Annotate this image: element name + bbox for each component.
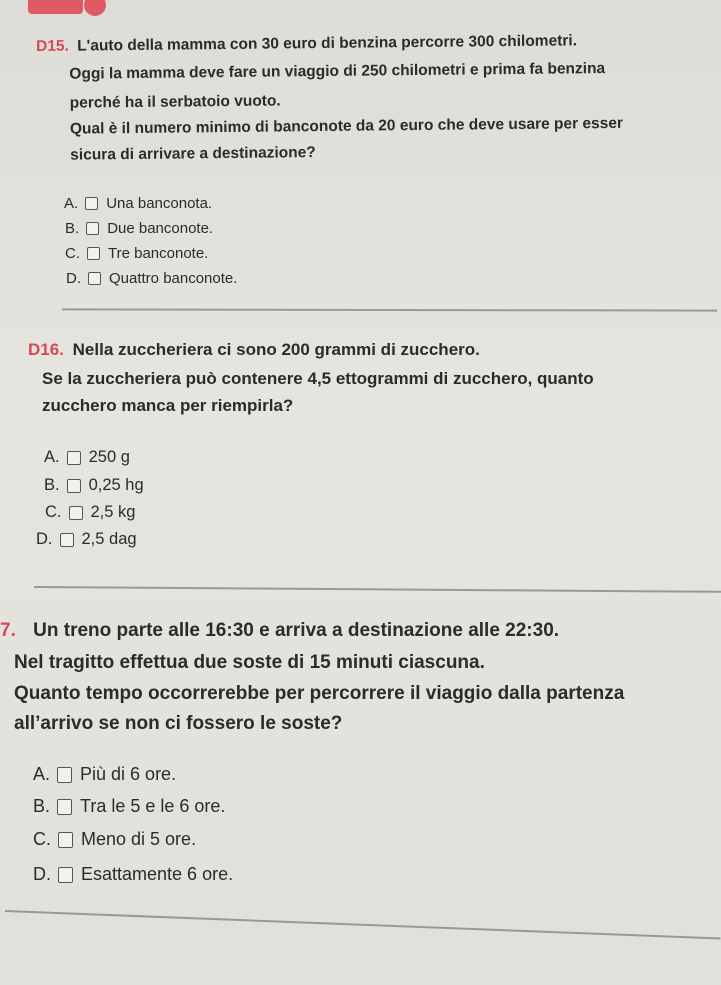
checkbox[interactable] [86, 222, 99, 235]
question-text-line: L'auto della mamma con 30 euro di benzina percorre 300 chilometri. [77, 32, 578, 55]
question-number: D15. [36, 37, 69, 55]
answer-option-c[interactable] [65, 245, 208, 262]
question-text-line: Nel tragitto effettua due soste di 15 minuti ciascuna. [14, 652, 485, 673]
page-number-badge [84, 0, 106, 16]
option-letter: D. [66, 270, 81, 287]
checkbox[interactable] [87, 247, 100, 260]
option-letter: C. [45, 503, 62, 521]
question-text-line: Un treno parte alle 16:30 e arriva a destinazione alle 22:30. [33, 620, 560, 641]
option-text: 0,25 hg [88, 476, 144, 494]
answer-option-a[interactable] [33, 764, 176, 785]
option-letter: D. [33, 864, 51, 884]
checkbox[interactable] [58, 832, 73, 848]
option-letter: A. [64, 195, 79, 212]
checkbox[interactable] [58, 867, 73, 883]
question-text-line: all’arrivo se non ci fossero le soste? [14, 713, 343, 734]
answer-option-a[interactable] [64, 195, 212, 212]
option-text: 2,5 kg [90, 503, 136, 521]
answer-option-b[interactable] [33, 796, 225, 817]
page-tab-badge [28, 0, 83, 14]
option-letter: A. [33, 764, 51, 784]
option-text: Tra le 5 e le 6 ore. [80, 796, 226, 816]
question-text-line: Se la zuccheriera può contenere 4,5 ettogrammi di zucchero, quanto [42, 369, 594, 388]
checkbox[interactable] [67, 479, 81, 493]
option-text: Quattro banconote. [109, 270, 238, 287]
question-text-line: Oggi la mamma deve fare un viaggio di 250 chilometri e prima fa benzina [69, 60, 606, 83]
question-number: 7. [0, 620, 16, 641]
question-text-line: perché ha il serbatoio vuoto. [69, 92, 281, 112]
option-letter: D. [36, 530, 53, 548]
checkbox[interactable] [67, 451, 81, 465]
checkbox[interactable] [85, 197, 98, 210]
divider-line [5, 910, 721, 939]
option-text: 2,5 dag [81, 530, 137, 548]
option-text: Tre banconote. [108, 245, 209, 262]
answer-option-b[interactable] [65, 220, 213, 237]
option-text: Esattamente 6 ore. [81, 864, 234, 884]
question-text-line: sicura di arrivare a destinazione? [70, 144, 316, 164]
option-letter: B. [65, 220, 80, 237]
answer-option-d[interactable] [33, 864, 233, 885]
question-text-line: Quanto tempo occorrerebbe per percorrere il viaggio dalla partenza [14, 683, 625, 704]
option-letter: C. [33, 829, 51, 849]
checkbox[interactable] [60, 533, 74, 547]
option-letter: C. [65, 245, 80, 262]
answer-option-a[interactable] [44, 448, 130, 467]
answer-option-c[interactable] [33, 829, 196, 850]
checkbox[interactable] [57, 767, 72, 783]
checkbox[interactable] [88, 272, 101, 285]
option-text: Due banconote. [107, 220, 214, 237]
question-text-line: Qual è il numero minimo di banconote da 20 euro che deve usare per esser [69, 114, 624, 138]
answer-option-b[interactable] [44, 476, 144, 495]
answer-option-c[interactable] [45, 503, 135, 522]
answer-option-d[interactable] [66, 270, 237, 287]
checkbox[interactable] [69, 506, 83, 520]
divider-line [62, 308, 717, 311]
divider-line [34, 586, 721, 592]
option-text: 250 g [88, 448, 130, 466]
option-text: Più di 6 ore. [80, 764, 177, 784]
checkbox[interactable] [57, 799, 72, 815]
option-text: Meno di 5 ore. [81, 829, 197, 849]
answer-option-d[interactable] [36, 530, 137, 549]
option-text: Una banconota. [106, 195, 213, 212]
question-number: D16. [28, 340, 64, 359]
question-text-line: zucchero manca per riempirla? [42, 396, 294, 415]
option-letter: A. [44, 448, 60, 466]
option-letter: B. [33, 796, 51, 816]
option-letter: B. [44, 476, 60, 494]
question-text-line: Nella zuccheriera ci sono 200 grammi di zucchero. [72, 340, 480, 359]
